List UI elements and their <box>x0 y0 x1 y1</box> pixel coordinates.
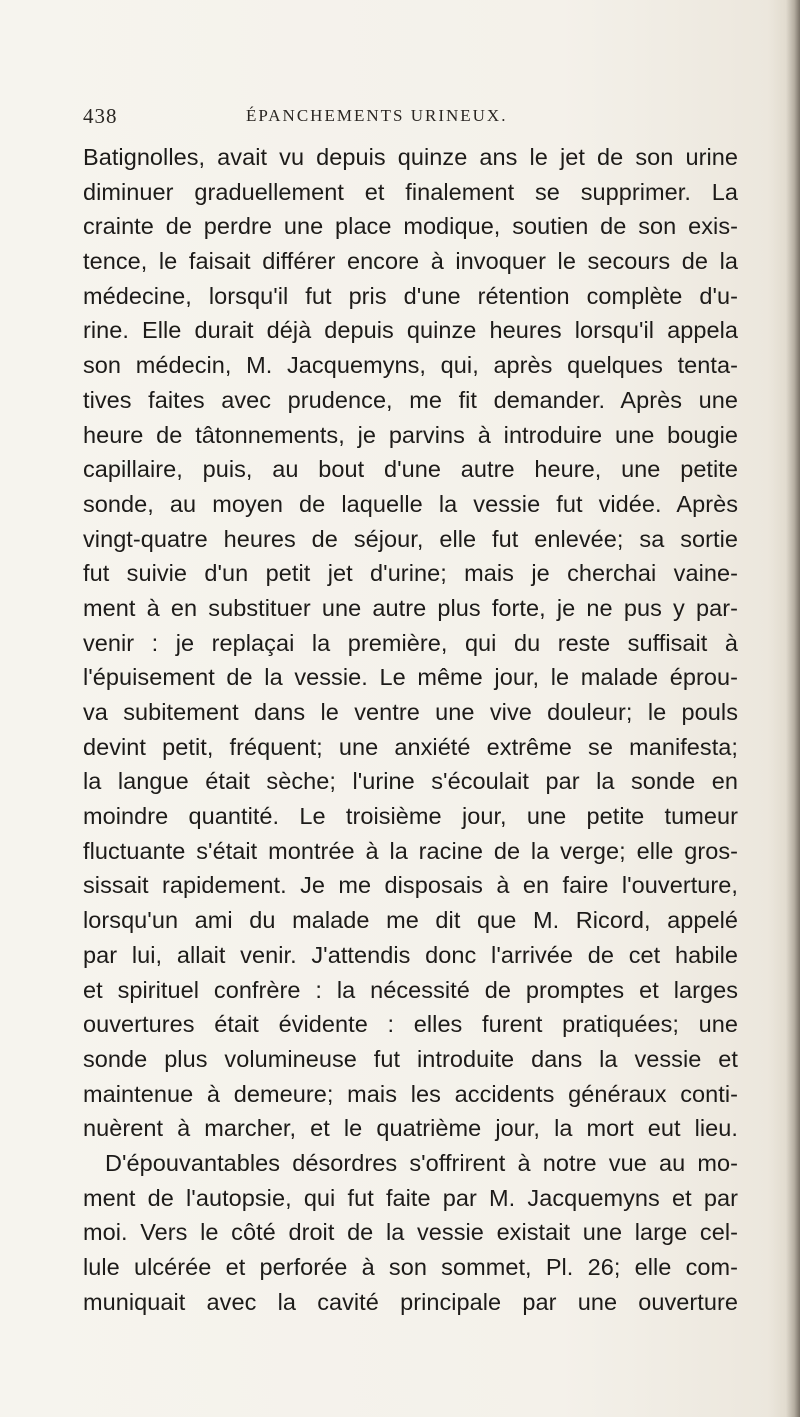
text-line: son médecin, M. Jacquemyns, qui, après quelques tenta- <box>83 352 738 379</box>
text-line: devint petit, fréquent; une anxiété extrême se manifesta; <box>83 733 738 760</box>
text-line: et spirituel confrère : la nécessité de promptes et larges <box>83 976 738 1003</box>
text-line: médecine, lorsqu'il fut pris d'une rétention complète d'u- <box>83 282 738 309</box>
text-line: sissait rapidement. Je me disposais à en faire l'ouverture, <box>83 872 738 899</box>
text-line: capillaire, puis, au bout d'une autre heure, une petite <box>83 456 738 483</box>
text-line: rine. Elle durait déjà depuis quinze heures lorsqu'il appela <box>83 317 738 344</box>
text-line: sonde, au moyen de laquelle la vessie fut vidée. Après <box>83 490 738 517</box>
text-line: l'épuisement de la vessie. Le même jour, le malade éprou- <box>83 664 738 691</box>
text-line: lorsqu'un ami du malade me dit que M. Ricord, appelé <box>83 907 738 934</box>
text-line: moindre quantité. Le troisième jour, une petite tumeur <box>83 803 738 830</box>
text-line: fut suivie d'un petit jet d'urine; mais je cherchai vaine- <box>83 560 738 587</box>
text-line: Batignolles, avait vu depuis quinze ans le jet de son urine <box>83 144 738 170</box>
text-line: heure de tâtonnements, je parvins à introduire une bougie <box>83 421 738 448</box>
text-line: crainte de perdre une place modique, soutien de son exis- <box>83 213 738 240</box>
page-binding-edge <box>786 0 800 1417</box>
text-line: vingt-quatre heures de séjour, elle fut enlevée; sa sortie <box>83 525 738 552</box>
text-line: sonde plus volumineuse fut introduite dans la vessie et <box>83 1045 738 1072</box>
text-line: ouvertures était évidente : elles furent pratiquées; une <box>83 1011 738 1038</box>
body-text <box>83 140 738 1319</box>
text-line: va subitement dans le ventre une vive douleur; le pouls <box>83 699 738 725</box>
text-line: maintenue à demeure; mais les accidents généraux conti- <box>83 1080 738 1107</box>
text-line: par lui, allait venir. J'attendis donc l'arrivée de cet habile <box>83 941 738 968</box>
text-line: fluctuante s'était montrée à la racine de la verge; elle gros- <box>83 837 738 864</box>
page-number: 438 <box>83 104 118 128</box>
text-line: ment à en substituer une autre plus forte, je ne pus y par- <box>83 594 738 621</box>
text-line-paragraph-start: D'épouvantables désordres s'offrirent à notre vue au mo- <box>105 1149 738 1176</box>
text-line: ment de l'autopsie, qui fut faite par M. Jacquemyns et par <box>83 1184 738 1211</box>
text-line: moi. Vers le côté droit de la vessie existait une large cel- <box>83 1219 738 1246</box>
page-header <box>83 98 723 138</box>
text-line: tence, le faisait différer encore à invoquer le secours de la <box>83 248 738 275</box>
text-line: la langue était sèche; l'urine s'écoulait par la sonde en <box>83 768 738 795</box>
text-line: tives faites avec prudence, me fit demander. Après une <box>83 386 738 413</box>
text-line: venir : je replaçai la première, qui du reste suffisait à <box>83 629 738 656</box>
text-line: muniquait avec la cavité principale par une ouverture <box>83 1288 738 1315</box>
text-line: nuèrent à marcher, et le quatrième jour, la mort eut lieu. <box>83 1115 738 1142</box>
running-head: ÉPANCHEMENTS URINEUX. <box>246 106 508 125</box>
text-line: diminuer graduellement et finalement se supprimer. La <box>83 178 738 205</box>
text-line: lule ulcérée et perforée à son sommet, Pl. 26; elle com- <box>83 1254 738 1280</box>
